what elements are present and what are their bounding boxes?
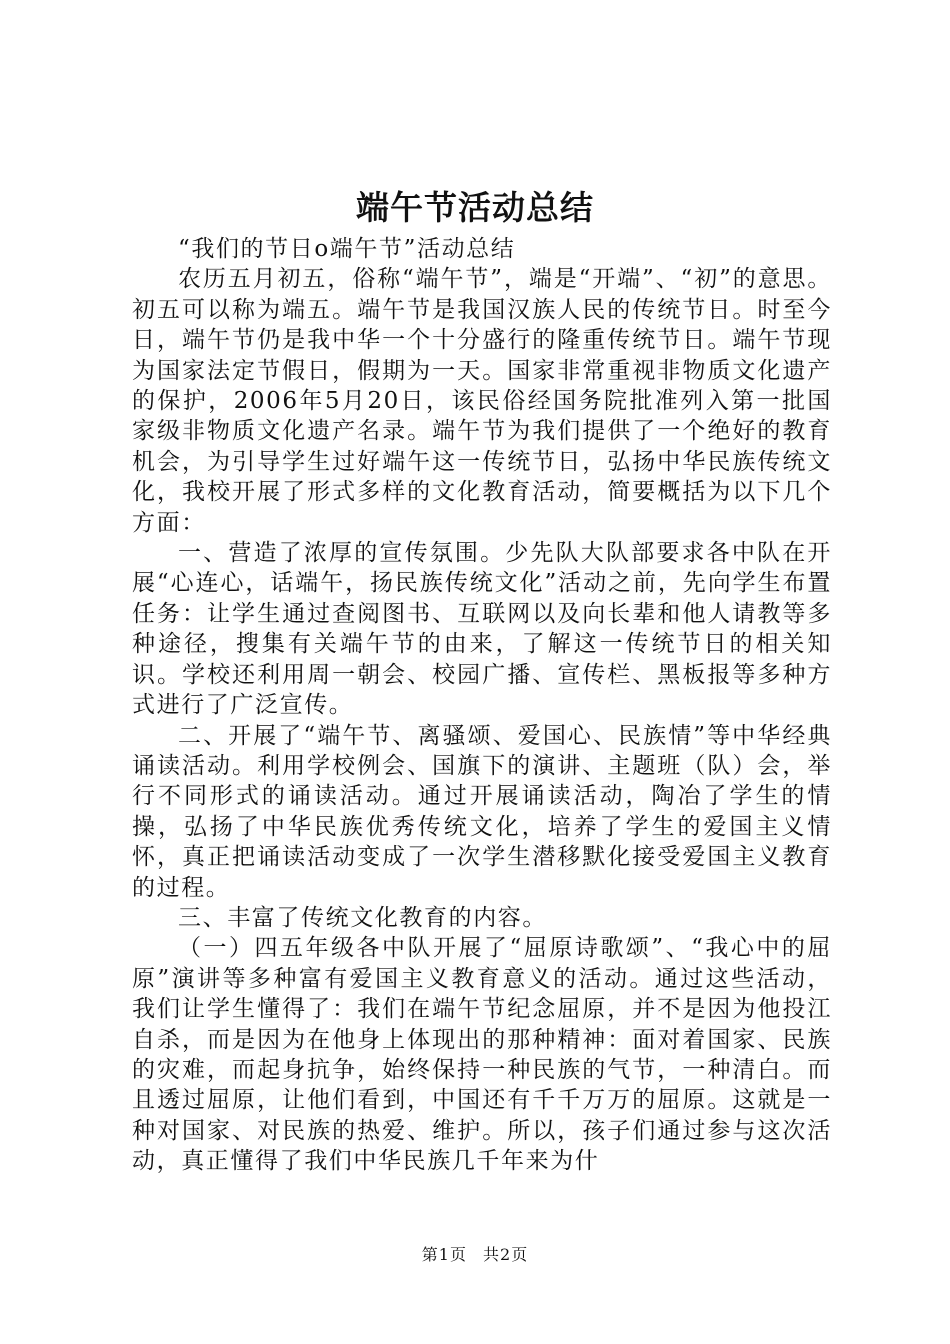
page-number: 第1页 — [421, 1245, 467, 1264]
document-subtitle: “我们的节日o端午节”活动总结 — [178, 236, 516, 262]
paragraph-intro: 农历五月初五，俗称“端午节”，端是“开端”、“初”的意思。初五可以称为端五。端午节是我国汉族人民的传统节日。时至今日，端午节仍是我中华一个十分盛行的隆重传统节日。端午节现为国家法定节假日，假期为一天。国家非常重视非物质文化遗产的保护，2006年5月20日，该民俗经国务院批准列入第一批国家级非物质文化遗产名录。端午节为我们提供了一个绝好的教育机会，为引导学生过好端午这一传统节日，弘扬中华民族传统文化，我校开展了形式多样的文化教育活动，简要概括为以下几个方面： — [132, 266, 832, 536]
paragraph-section-3-heading: 三、丰富了传统文化教育的内容。 — [178, 904, 547, 931]
page-total: 共2页 — [483, 1245, 529, 1264]
document-title: 端午节活动总结 — [356, 188, 594, 227]
document-body — [132, 234, 832, 1177]
page-footer — [0, 1244, 950, 1266]
paragraph-section-3-item-1: （一）四五年级各中队开展了“屈原诗歌颂”、“我心中的屈原”演讲等多种富有爱国主义教育意义的活动。通过这些活动，我们让学生懂得了：我们在端午节纪念屈原，并不是因为他投江自杀，而是因为在他身上体现出的那种精神：面对着国家、民族的灾难，而起身抗争，始终保持一种民族的气节，一种清白。而且透过屈原，让他们看到，中国还有千千万万的屈原。这就是一种对国家、对民族的热爱、维护。所以，孩子们通过参与这次活动，真正懂得了我们中华民族几千年来为什 — [132, 935, 832, 1175]
paragraph-section-1: 一、营造了浓厚的宣传氛围。少先队大队部要求各中队在开展“心连心，话端午，扬民族传统文化”活动之前，先向学生布置任务：让学生通过查阅图书、互联网以及向长辈和他人请教等多种途径，搜集有关端午节的由来，了解这一传统节日的相关知识。学校还利用周一朝会、校园广播、宣传栏、黑板报等多种方式进行了广泛宣传。 — [132, 540, 832, 719]
paragraph-section-2: 二、开展了“端午节、离骚颂、爱国心、民族情”等中华经典诵读活动。利用学校例会、国旗下的演讲、主题班（队）会，举行不同形式的诵读活动。通过开展诵读活动，陶冶了学生的情操，弘扬了中华民族优秀传统文化，培养了学生的爱国主义情怀，真正把诵读活动变成了一次学生潜移默化接受爱国主义教育的过程。 — [132, 722, 832, 901]
